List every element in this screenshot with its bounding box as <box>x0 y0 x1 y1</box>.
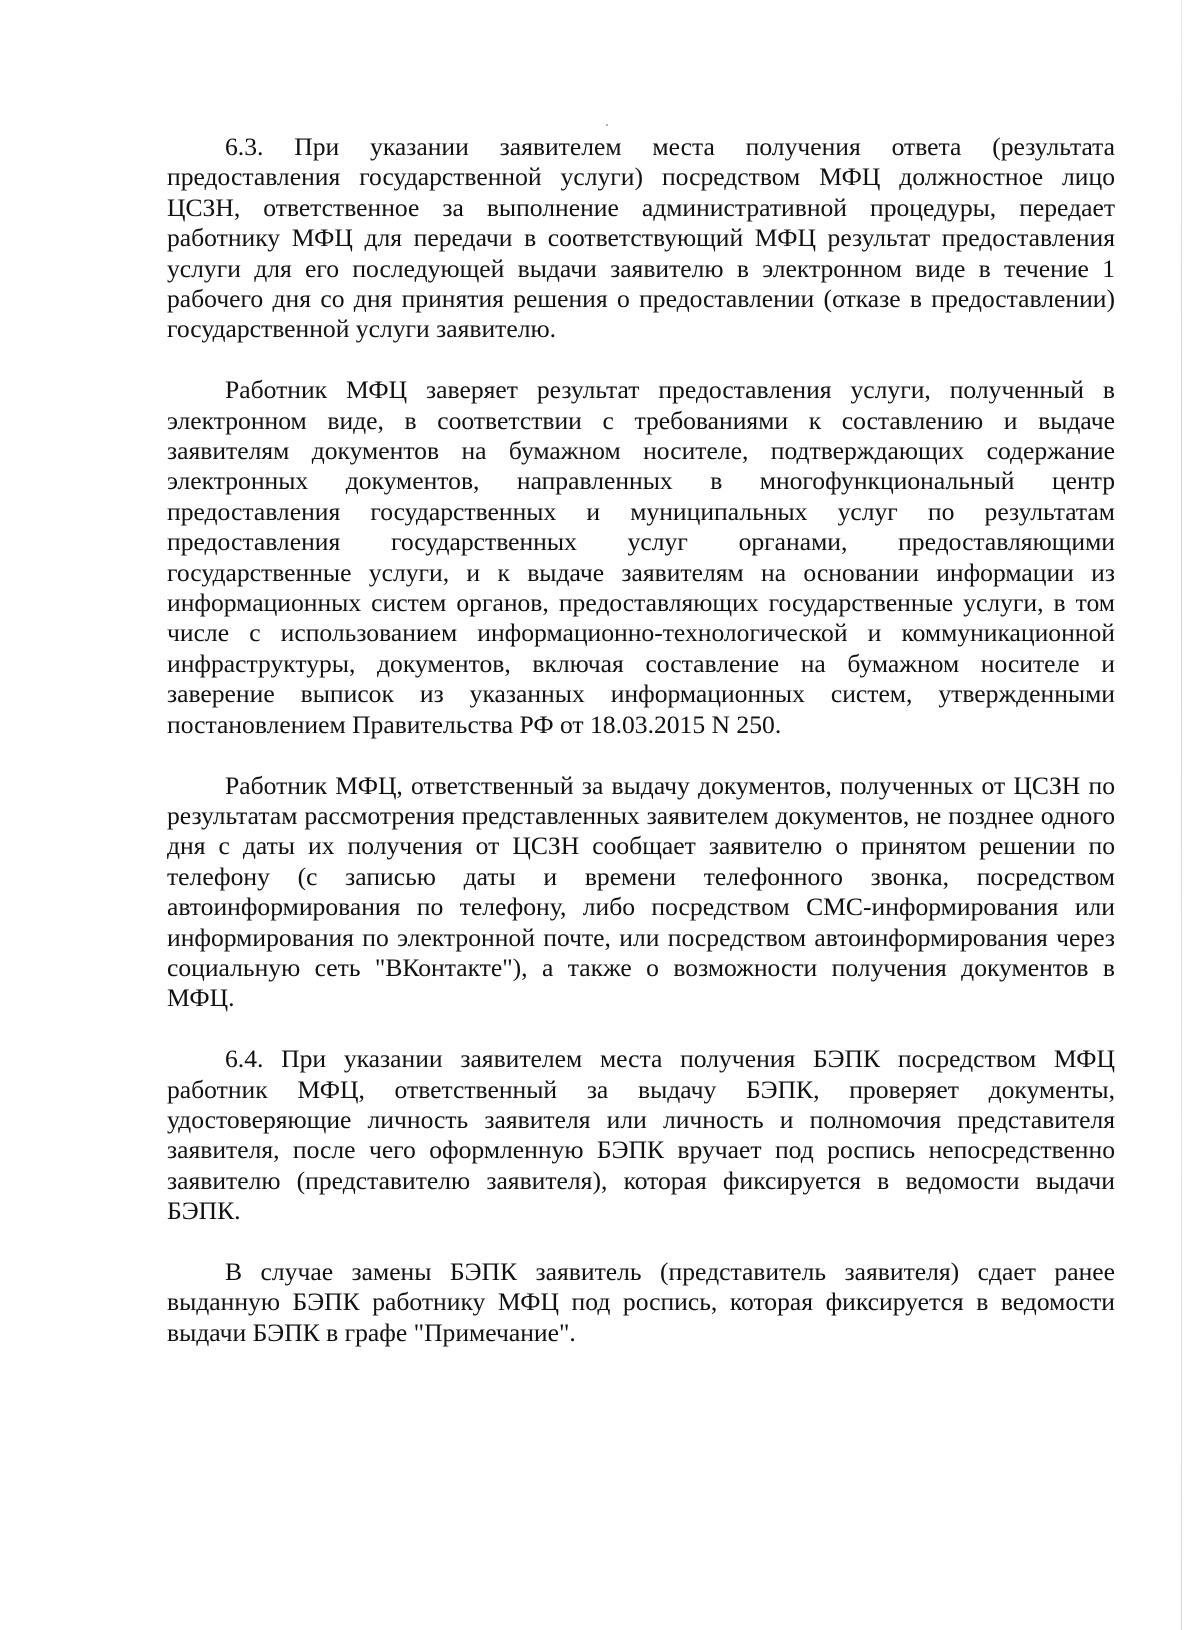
paragraph-certification: Работник МФЦ заверяет результат предоставления услуги, полученный в электронном виде, в соответствии с требованиями к составлению и выдаче заявителям документов на бумажном носителе, подтверждающих содержание электронных документов, направленных в многофункциональный центр предоставления государственных и муниципальных услуг по результатам предоставления государственных услуг органами, предоставляющими государственные услуги, и к выдаче заявителям на основании информации из информационных систем органов, предоставляющих государственные услуги, в том числе с использованием информационно-технологической и коммуникационной инфраструктуры, документов, включая составление на бумажном носителе и заверение выписок из указанных информационных систем, утвержденными постановлением Правительства РФ от 18.03.2015 N 250. <box>167 375 1115 739</box>
scan-artifact-dot <box>606 124 608 126</box>
document-body <box>167 132 1115 1348</box>
paragraph-notification: Работник МФЦ, ответственный за выдачу документов, полученных от ЦСЗН по результатам рассмотрения представленных заявителем документов, не позднее одного дня с даты их получения от ЦСЗН сообщает заявителю о принятом решении по телефону (с записью даты и времени телефонного звонка, посредством автоинформирования по телефону, либо посредством СМС-информирования или информирования по электронной почте, или посредством автоинформирования через социальную сеть "ВКонтакте"), а также о возможности получения документов в МФЦ. <box>167 770 1115 1013</box>
paragraph-6-3: 6.3. При указании заявителем места получения ответа (результата предоставления государственной услуги) посредством МФЦ должностное лицо ЦСЗН, ответственное за выполнение административной процедуры, передает работнику МФЦ для передачи в соответствующий МФЦ результат предоставления услуги для его последующей выдачи заявителю в электронном виде в течение 1 рабочего дня со дня принятия решения о предоставлении (отказе в предоставлении) государственной услуги заявителю. <box>167 132 1115 344</box>
paragraph-6-4: 6.4. При указании заявителем места получения БЭПК посредством МФЦ работник МФЦ, ответственный за выдачу БЭПК, проверяет документы, удостоверяющие личность заявителя или личность и полномочия представителя заявителя, после чего оформленную БЭПК вручает под роспись непосредственно заявителю (представителю заявителя), которая фиксируется в ведомости выдачи БЭПК. <box>167 1044 1115 1226</box>
paragraph-replacement: В случае замены БЭПК заявитель (представитель заявителя) сдает ранее выданную БЭПК работнику МФЦ под роспись, которая фиксируется в ведомости выдачи БЭПК в графе "Примечание". <box>167 1256 1115 1347</box>
scan-page-edge <box>1181 0 1182 1630</box>
